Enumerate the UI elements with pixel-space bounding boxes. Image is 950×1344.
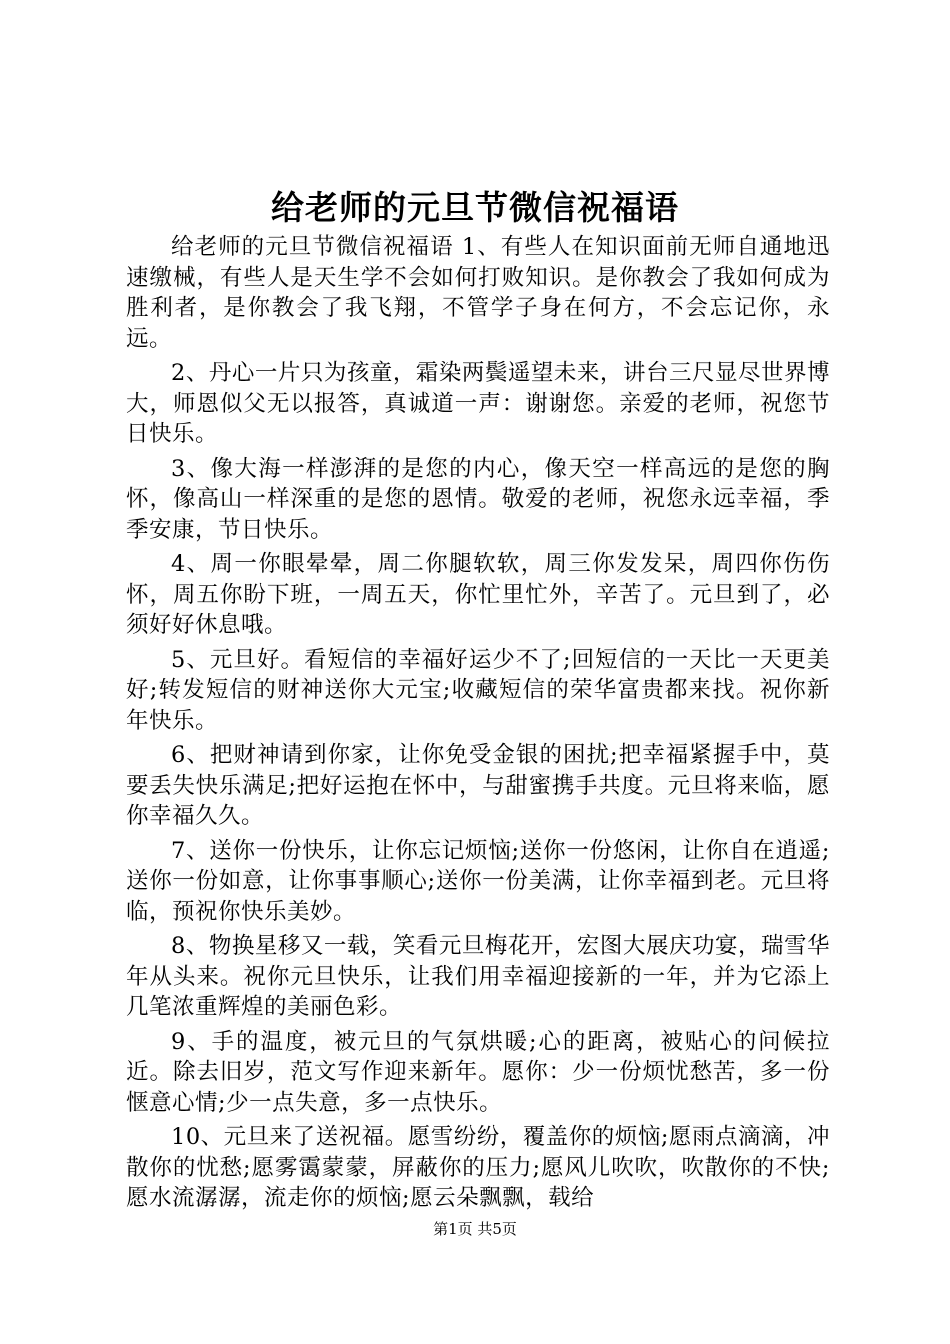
paragraph-2: 2、丹心一片只为孩童，霜染两鬓遥望未来，讲台三尺显尽世界博大，师恩似父无以报答，真诚道一声：谢谢您。亲爱的老师，祝您节日快乐。	[126, 360, 830, 447]
document-title: 给老师的元旦节微信祝福语	[271, 188, 679, 227]
paragraph-4: 4、周一你眼晕晕，周二你腿软软，周三你发发呆，周四你伤伤怀，周五你盼下班，一周五天，你忙里忙外，辛苦了。元旦到了，必须好好休息哦。	[126, 551, 830, 638]
paragraph-10: 10、元旦来了送祝福。愿雪纷纷，覆盖你的烦恼;愿雨点滴滴，冲散你的忧愁;愿雾霭蒙蒙，屏蔽你的压力;愿风儿吹吹，吹散你的不快;愿水流潺潺，流走你的烦恼;愿云朵飘飘，载给	[126, 1124, 830, 1211]
paragraph-1: 给老师的元旦节微信祝福语 1、有些人在知识面前无师自通地迅速缴械，有些人是天生学不会如何打败知识。是你教会了我如何成为胜利者，是你教会了我飞翔，不管学子身在何方，不会忘记你，永远。	[126, 234, 830, 352]
paragraph-3: 3、像大海一样澎湃的是您的内心，像天空一样高远的是您的胸怀，像高山一样深重的是您的恩情。敬爱的老师，祝您永远幸福，季季安康，节日快乐。	[126, 455, 830, 543]
page-footer: 第1页 共5页	[433, 1220, 517, 1238]
paragraph-5: 5、元旦好。看短信的幸福好运少不了;回短信的一天比一天更美好;转发短信的财神送你大元宝;收藏短信的荣华富贵都来找。祝你新年快乐。	[126, 646, 830, 734]
document-body	[126, 232, 830, 1218]
paragraph-9: 9、手的温度，被元旦的气氛烘暖;心的距离，被贴心的问候拉近。除去旧岁，范文写作迎来新年。愿你：少一份烦忧愁苦，多一份惬意心情;少一点失意，多一点快乐。	[126, 1028, 830, 1116]
paragraph-8: 8、物换星移又一载，笑看元旦梅花开，宏图大展庆功宴，瑞雪华年从头来。祝你元旦快乐，让我们用幸福迎接新的一年，并为它添上几笔浓重辉煌的美丽色彩。	[126, 933, 830, 1020]
paragraph-6: 6、把财神请到你家，让你免受金银的困扰;把幸福紧握手中，莫要丢失快乐满足;把好运抱在怀中，与甜蜜携手共度。元旦将来临，愿你幸福久久。	[126, 742, 830, 829]
paragraph-7: 7、送你一份快乐，让你忘记烦恼;送你一份悠闲，让你自在逍遥;送你一份如意，让你事事顺心;送你一份美满，让你幸福到老。元旦将临，预祝你快乐美妙。	[126, 837, 830, 925]
